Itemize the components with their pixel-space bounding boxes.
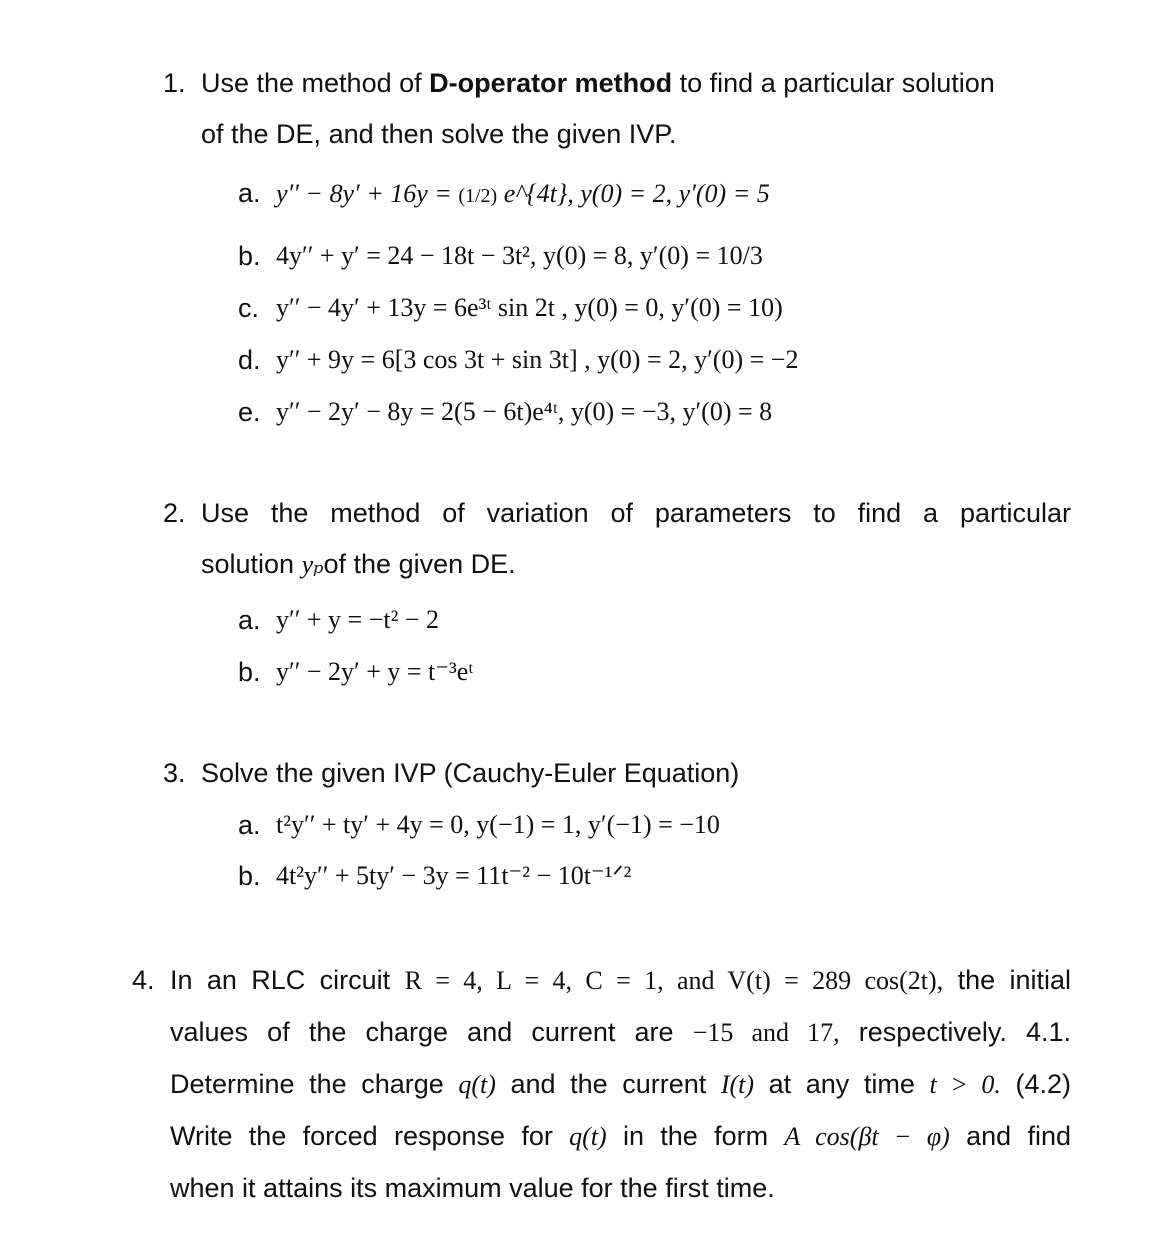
question-text: Use the method of variation of parameters to find a particular bbox=[201, 498, 1071, 528]
item-label: b. bbox=[238, 241, 261, 271]
item-label: b. bbox=[238, 657, 261, 687]
item-label: a. bbox=[238, 178, 261, 208]
question-text: solution yₚof the given DE. bbox=[201, 549, 516, 579]
question-text: Determine the charge q(t) and the current I(t) at any time t > 0. (4.2) bbox=[170, 1069, 1071, 1099]
equation: y′′ + 9y = 6[3 cos 3t + sin 3t] , y(0) = 2, y′(0) = −2 bbox=[276, 345, 799, 374]
question-number: 2. bbox=[163, 498, 186, 528]
item-label: a. bbox=[238, 605, 261, 635]
item-label: b. bbox=[238, 861, 261, 891]
equation: y′′ − 2y′ − 8y = 2(5 − 6t)e⁴ᵗ, y(0) = −3, y′(0) = 8 bbox=[276, 397, 773, 426]
item-label: c. bbox=[238, 293, 260, 323]
question-text: of the DE, and then solve the given IVP. bbox=[201, 119, 677, 149]
question-text: In an RLC circuit R = 4, L = 4, C = 1, and V(t) = 289 cos(2t), the initial bbox=[170, 965, 1072, 995]
question-text: when it attains its maximum value for the first time. bbox=[170, 1173, 775, 1203]
equation: y′′ − 8y′ + 16y = (1/2) e^{4t}, y(0) = 2, y′(0) = 5 bbox=[276, 179, 770, 208]
fraction: (1/2) bbox=[458, 185, 498, 208]
equation: t²y′′ + ty′ + 4y = 0, y(−1) = 1, y′(−1) = −10 bbox=[276, 810, 720, 839]
question-number: 1. bbox=[163, 68, 186, 98]
item-label: d. bbox=[238, 345, 261, 375]
equation: 4t²y′′ + 5ty′ − 3y = 11t⁻² − 10t⁻¹ᐟ² bbox=[276, 861, 632, 890]
question-text: Write the forced response for q(t) in the form A cos(βt − φ) and find bbox=[170, 1121, 1071, 1151]
question-text: Use the method of D-operator method to find a particular solution bbox=[201, 68, 995, 98]
question-number: 4. bbox=[132, 965, 155, 995]
question-number: 3. bbox=[163, 758, 186, 788]
question-text: Solve the given IVP (Cauchy-Euler Equation) bbox=[201, 758, 740, 788]
equation: y′′ − 2y′ + y = t⁻³eᵗ bbox=[276, 657, 474, 686]
item-label: e. bbox=[238, 397, 261, 427]
equation: 4y′′ + y′ = 24 − 18t − 3t², y(0) = 8, y′(0) = 10/3 bbox=[276, 241, 763, 270]
equation: y′′ + y = −t² − 2 bbox=[276, 605, 440, 634]
item-label: a. bbox=[238, 810, 261, 840]
question-text: values of the charge and current are −15 and 17, respectively. 4.1. bbox=[170, 1017, 1072, 1047]
equation: y′′ − 4y′ + 13y = 6e³ᵗ sin 2t , y(0) = 0, y′(0) = 10) bbox=[276, 293, 783, 322]
